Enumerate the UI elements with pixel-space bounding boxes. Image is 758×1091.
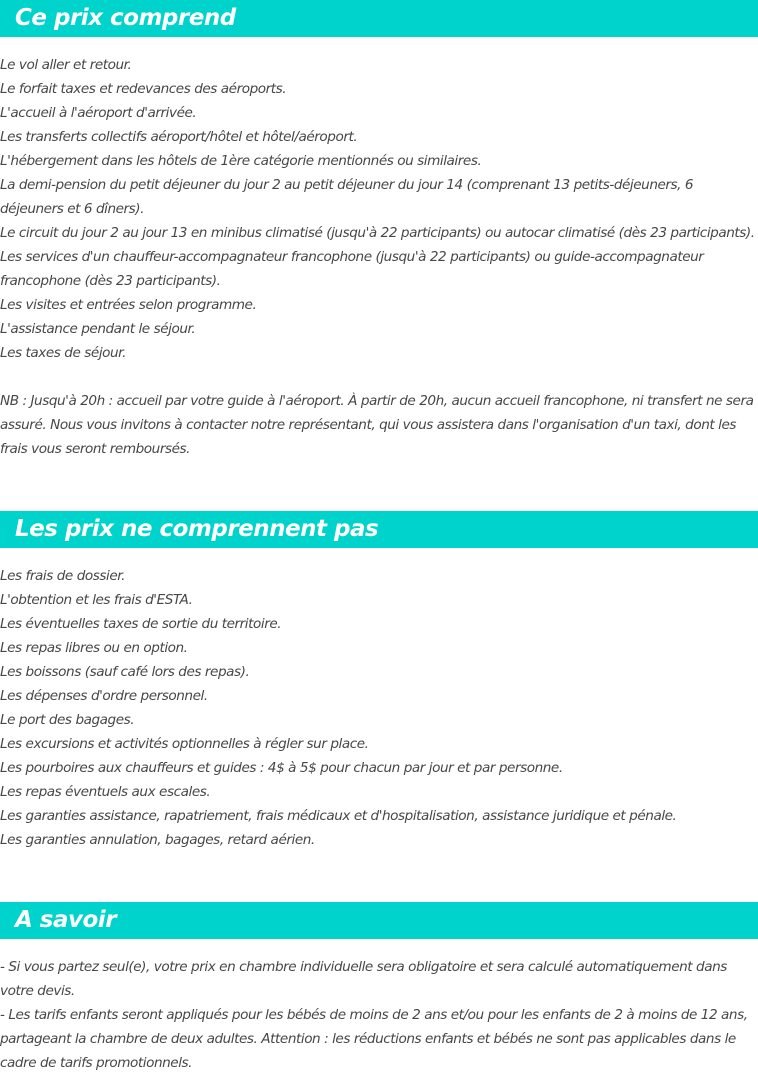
- list-item: Les garanties annulation, bagages, retard aérien.: [0, 832, 315, 848]
- section-good-to-know: [0, 902, 758, 1075]
- list-item: Les visites et entrées selon programme.: [0, 297, 257, 313]
- list-item: Les boissons (sauf café lors des repas).: [0, 664, 250, 680]
- list-item: - Les tarifs enfants seront appliqués pour les bébés de moins de 2 ans et/ou pour les enfants de 2 à moins de 12 ans, partageant la chambre de deux adultes. Attention : les réductions enfants et bébés ne sont pas applicables dans le cadre de tarifs promotionnels.: [0, 1007, 748, 1071]
- section-header: A savoir: [0, 902, 758, 939]
- section-header: Les prix ne comprennent pas: [0, 511, 758, 548]
- list-item: L'hébergement dans les hôtels de 1ère catégorie mentionnés ou similaires.: [0, 153, 482, 169]
- list-item: Les repas libres ou en option.: [0, 640, 188, 656]
- list-item: L'obtention et les frais d'ESTA.: [0, 592, 193, 608]
- section-header: Ce prix comprend: [0, 0, 758, 37]
- list-item: L'assistance pendant le séjour.: [0, 321, 196, 337]
- list-item: Le circuit du jour 2 au jour 13 en minibus climatisé (jusqu'à 22 participants) ou autocar climatisé (dès 23 participants).: [0, 225, 755, 241]
- list-item: - Si vous partez seul(e), votre prix en chambre individuelle sera obligatoire et sera calculé automatiquement dans votre devis.: [0, 959, 727, 999]
- list-item: Les repas éventuels aux escales.: [0, 784, 211, 800]
- list-item: Les dépenses d'ordre personnel.: [0, 688, 208, 704]
- spacer: [0, 365, 758, 389]
- list-item: Le port des bagages.: [0, 712, 135, 728]
- section-body: [0, 53, 758, 461]
- list-item: Les garanties assistance, rapatriement, frais médicaux et d'hospitalisation, assistance juridique et pénale.: [0, 808, 677, 824]
- list-item: Les frais de dossier.: [0, 568, 126, 584]
- list-item: Les taxes de séjour.: [0, 345, 126, 361]
- section-included: [0, 0, 758, 461]
- list-item: Les pourboires aux chauffeurs et guides : 4$ à 5$ pour chacun par jour et par personne.: [0, 760, 563, 776]
- list-item: Les éventuelles taxes de sortie du territoire.: [0, 616, 282, 632]
- list-item: Le vol aller et retour.: [0, 57, 132, 73]
- section-body: [0, 955, 758, 1075]
- list-item: La demi-pension du petit déjeuner du jour 2 au petit déjeuner du jour 14 (comprenant 13 petits-déjeuners, 6 déjeuners et 6 dîners).: [0, 177, 694, 217]
- section-not-included: [0, 511, 758, 852]
- list-item: Les excursions et activités optionnelles à régler sur place.: [0, 736, 369, 752]
- section-body: [0, 564, 758, 852]
- note-text: NB : Jusqu'à 20h : accueil par votre guide à l'aéroport. À partir de 20h, aucun accueil francophone, ni transfert ne sera assuré. Nous vous invitons à contacter notre représentant, qui vous assistera dans l'organisation d'un taxi, dont les frais vous seront remboursés.: [0, 393, 754, 457]
- list-item: L'accueil à l'aéroport d'arrivée.: [0, 105, 197, 121]
- list-item: Les transferts collectifs aéroport/hôtel et hôtel/aéroport.: [0, 129, 358, 145]
- list-item: Le forfait taxes et redevances des aéroports.: [0, 81, 287, 97]
- list-item: Les services d'un chauffeur-accompagnateur francophone (jusqu'à 22 participants) ou guide-accompagnateur francophone (dès 23 participants).: [0, 249, 704, 289]
